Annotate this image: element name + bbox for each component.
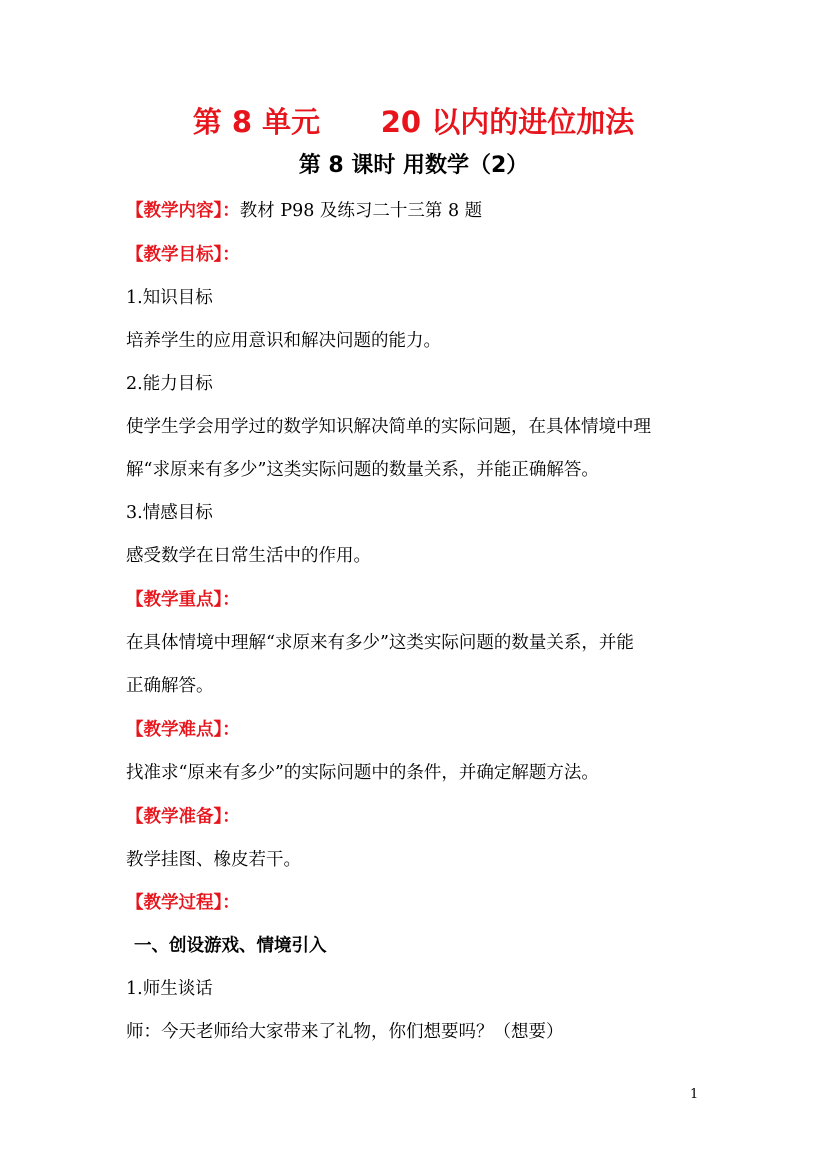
key-text-2: 正确解答。: [126, 676, 214, 696]
lesson-subtitle: 第 8 课时 用数学（2）: [298, 153, 529, 178]
step1-title: 1.师生谈话: [126, 979, 213, 999]
goal1-title: 1.知识目标: [126, 288, 213, 308]
goal2-text-1: 使学生学会用学过的数学知识解决简单的实际问题，在具体情境中理: [126, 417, 651, 437]
goal2-title: 2.能力目标: [126, 374, 213, 394]
step1-text: 师：今天老师给大家带来了礼物，你们想要吗？（想要）: [126, 1022, 564, 1042]
content-text: 教材 P98 及练习二十三第 8 题: [239, 201, 483, 221]
content-line: [126, 197, 706, 225]
prep-label: 【教学准备】：: [126, 807, 240, 827]
section1-title: 一、创设游戏、情境引入: [134, 936, 327, 956]
key-label: 【教学重点】：: [126, 590, 240, 610]
page-number: 1: [690, 1087, 699, 1102]
difficulty-text: 找准求“原来有多少”的实际问题中的条件，并确定解题方法。: [126, 763, 599, 783]
process-label: 【教学过程】：: [126, 893, 240, 913]
key-text-1: 在具体情境中理解“求原来有多少”这类实际问题的数量关系，并能: [126, 633, 634, 653]
unit-title: 第 8 单元 20 以内的进位加法: [192, 105, 635, 139]
content-label: 【教学内容】：: [126, 201, 240, 221]
difficulty-label: 【教学难点】：: [126, 720, 240, 740]
prep-text: 教学挂图、橡皮若干。: [126, 850, 301, 870]
goals-label: 【教学目标】：: [126, 245, 240, 265]
goal1-text: 培养学生的应用意识和解决问题的能力。: [126, 331, 441, 351]
goal3-text: 感受数学在日常生活中的作用。: [126, 546, 371, 566]
goal3-title: 3.情感目标: [126, 503, 213, 523]
goal2-text-2: 解“求原来有多少”这类实际问题的数量关系，并能正确解答。: [126, 460, 599, 480]
